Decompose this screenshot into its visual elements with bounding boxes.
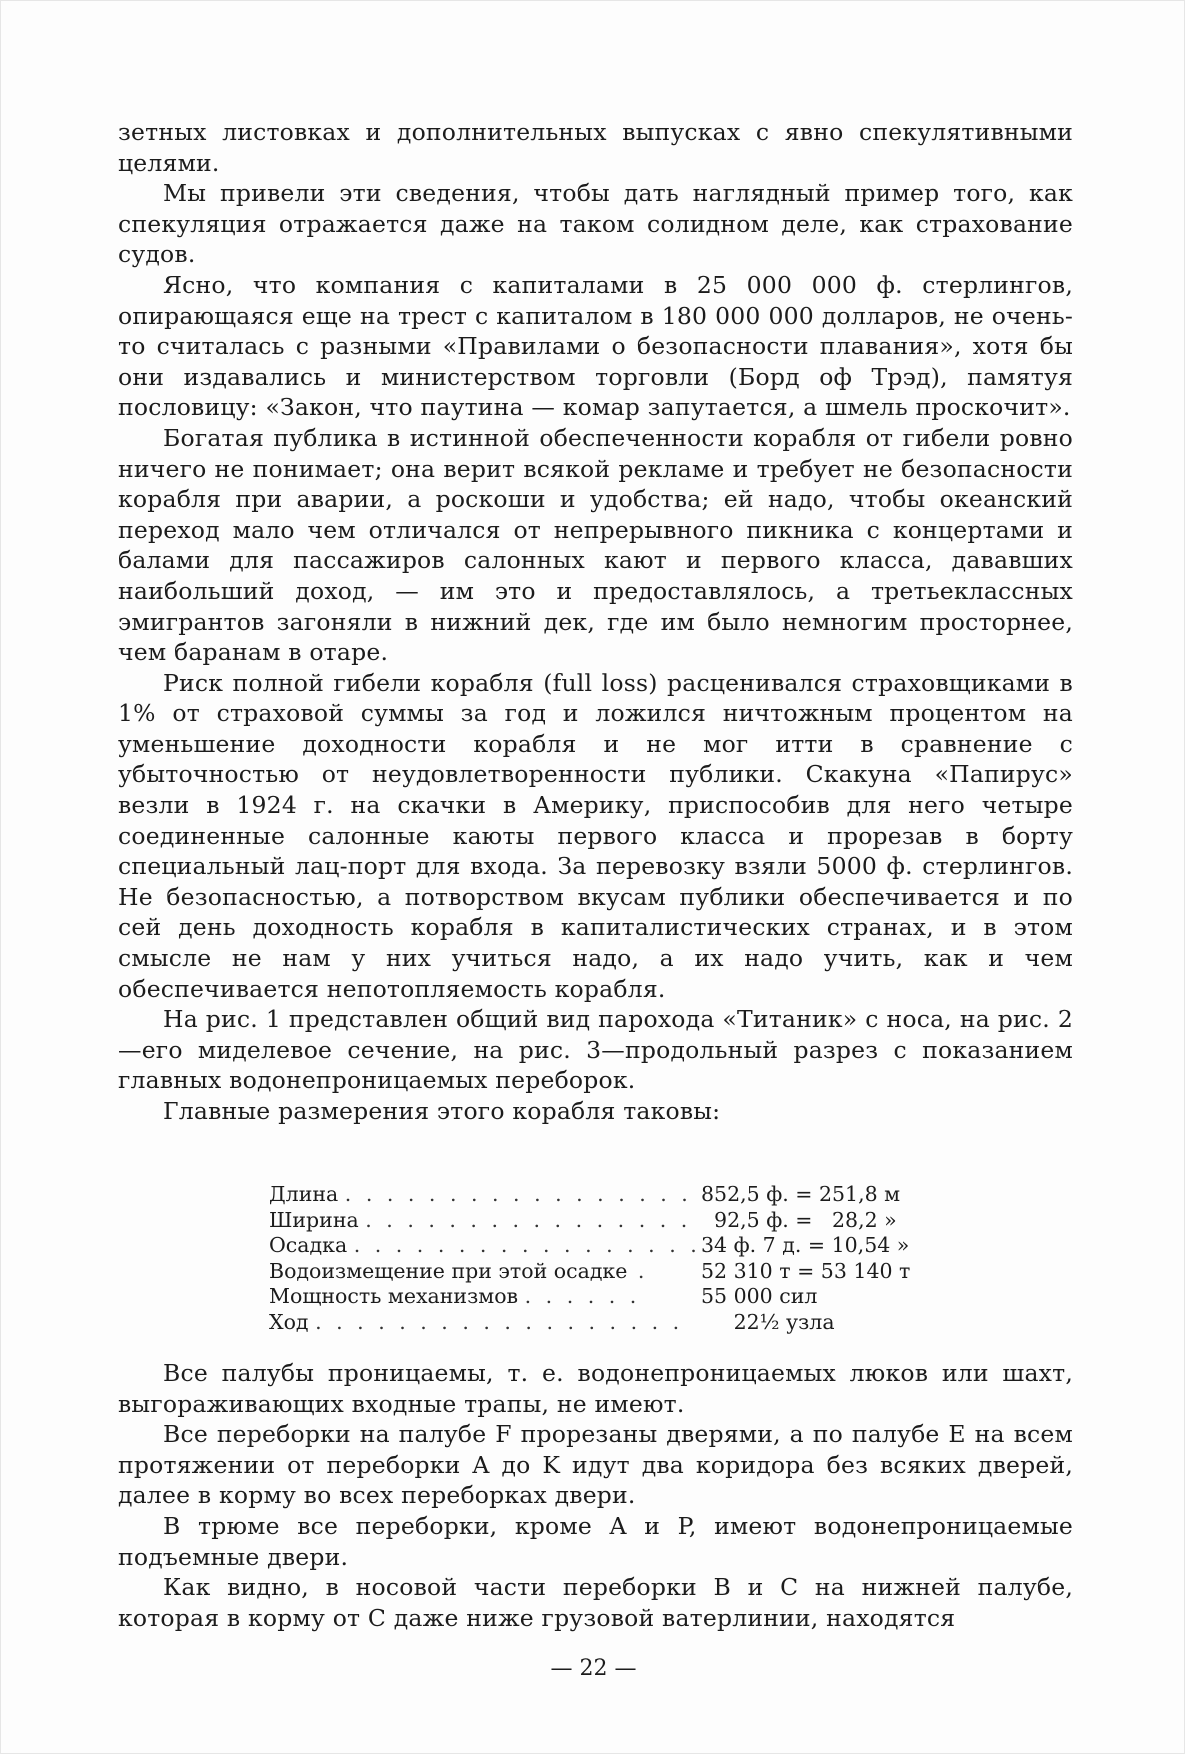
leader-dots: . [627,1258,649,1283]
spec-label: Мощность механизмов [269,1284,519,1308]
spec-label: Осадка [269,1233,348,1257]
paragraph: Как видно, в носовой части переборки B и C на нижней палубе, которая в корму от C даже ниже грузовой ватерлинии, находятся [118,1573,1073,1632]
spec-value: 55 000 сил [701,1284,818,1308]
main-text [118,117,1073,1127]
spec-value: 852,5 ф. = 251,8 м [701,1182,901,1206]
leader-dots: . . . . . . . . . . . . . . . . . [353,1233,701,1257]
leader-dots: . . . . . . . . . . . . . . . . . [344,1182,692,1206]
page-number: — 22 — [550,1656,637,1681]
spec-value: 34 ф. 7 д. = 10,54 » [701,1233,910,1257]
spec-row [269,1233,969,1259]
spec-row [269,1284,969,1310]
spec-row [269,1259,969,1285]
leader-dots: . . . . . . [524,1284,641,1308]
spec-value: 92,5 ф. = 28,2 » [701,1207,897,1232]
spec-row [269,1208,969,1234]
ship-dimensions-table [269,1182,969,1335]
leader-dots: . . . . . . . . . . . . . . . . . . [315,1309,684,1334]
spec-row [269,1310,969,1336]
paragraph: Главные размерения этого корабля таковы: [163,1097,721,1125]
paragraph: В трюме все переборки, кроме A и P, имеют водонепроницаемые подъемные двери. [118,1511,1073,1571]
paragraph-continued: зетных листовках и дополнительных выпусках с явно спекулятивными целями. [118,118,1073,177]
paragraph: Все переборки на палубе F прорезаны дверями, а по палубе E на всем протяжении от переборки A до K идут два коридора без всяких дверей, далее в корму во всех переборках двери. [118,1420,1073,1510]
paragraph: Богатая публика в истинной обеспеченности корабля от гибели ровно ничего не понимает; она верит всякой рекламе и требует не безопасности корабля при аварии, а роскоши и удобства; ей надо, чтобы океанский переход мало чем отличался от непрерывного пикника с концертами и балами для пассажиров салонных кают и первого класса, дававших наибольший доход, — им это и предоставлялось, а третьеклассных эмигрантов загоняли в нижний дек, где им было немногим просторнее, чем баранам в отаре. [118,423,1073,667]
spec-value: 22½ узла [701,1309,835,1334]
spec-label: Длина [269,1182,339,1206]
main-text-continued [118,1358,1073,1633]
spec-label: Водоизмещение при этой осадке [269,1258,628,1283]
paragraph: На рис. 1 представлен общий вид парохода «Титаник» с носа, на рис. 2—его миделевое сечение, на рис. 3—продольный разрез с показанием главных водонепроницаемых переборок. [118,1005,1073,1095]
paragraph: Риск полной гибели корабля (full loss) расценивался страховщиками в 1% от страховой суммы за год и ложился ничтожным процентом на уменьшение доходности корабля и не мог итти в сравнение с убыточностью от неудовлетворенности публики. Скакуна «Папирус» везли в 1924 г. на скачки в Америку, приспособив для него четыре соединенные салонные каюты первого класса и прорезав в борту специальный лац-порт для входа. За перевозку взяли 5000 ф. стерлингов. Не безопасностью, а потворством вкусам публики обеспечивается и по сей день доходность корабля в капиталистических странах, и в этом смысле не нам у них учиться надо, а их надо учить, как и чем обеспечивается непотопляемость корабля. [118,668,1073,1003]
spec-value: 52 310 т = 53 140 т [701,1258,911,1283]
paragraph: Ясно, что компания с капиталами в 25 000 000 ф. стерлингов, опирающаяся еще на трест с капиталом в 180 000 000 долларов, не очень-то считалась с разными «Правилами о безопасности плавания», хотя бы они издавались и министерством торговли (Борд оф Трэд), памятуя пословицу: «Закон, что паутина — комар запутается, а шмель проскочит». [118,270,1073,422]
spec-label: Ширина [269,1207,359,1232]
paragraph: Все палубы проницаемы, т. е. водонепроницаемых люков или шахт, выгораживающих входные трапы, не имеют. [118,1359,1073,1418]
spec-row [269,1182,969,1208]
paragraph: Мы привели эти сведения, чтобы дать наглядный пример того, как спекуляция отражается даже на таком солидном деле, как страхование судов. [118,179,1073,269]
spec-label: Ход [269,1309,309,1334]
leader-dots: . . . . . . . . . . . . . . . . [365,1207,692,1232]
